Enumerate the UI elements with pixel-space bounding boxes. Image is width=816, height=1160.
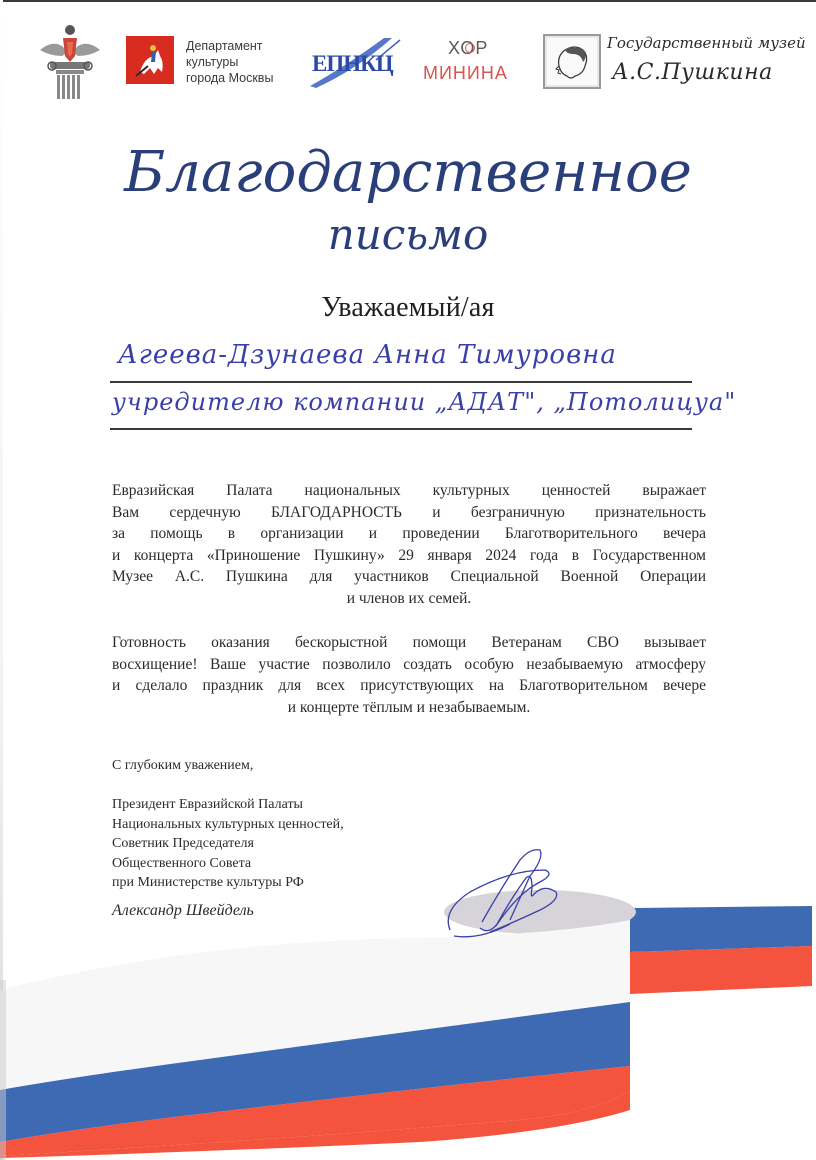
eagle-column-emblem-icon	[38, 22, 102, 100]
pushkin-museum-title: Государственный музей	[607, 34, 806, 52]
recipient-underline-2	[110, 428, 692, 430]
body-paragraph-2: Готовность оказания бескорыстной помощи Ветеранам СВО вызывает восхищение! Ваше участие позволило создать особую незабываемую атмосферу и сделало праздник для всех присутствующих на Благотворительном вечере и концерте тёплым и незабываемым.	[112, 634, 706, 716]
letter-subtitle: письмо	[327, 210, 489, 259]
recipient-name-handwritten: Агеева-Дзунаева Анна Тимуровна	[118, 340, 617, 370]
russian-flag-ribbon-icon	[0, 880, 816, 1160]
closing-phrase: С глубоким уважением,	[112, 758, 254, 773]
body-paragraph-1: Евразийская Палата национальных культурных ценностей выражает Вам сердечную БЛАГОДАРНОСТЬ и безграничную признательность за помощь в организации и проведении Благотворительного вечера и концерта «Приношение Пушкину» 29 января 2024 года в Государственном Музее А.С. Пушкина для участников Специальной Военной Операции и членов их семей.	[112, 482, 706, 607]
recipient-underline-1	[110, 381, 692, 383]
minina-logo-text: МИНИНА	[423, 63, 508, 83]
logo-header	[0, 0, 816, 120]
signatory-title: Президент Евразийской Палаты Национальных культурных ценностей, Советник Председателя Общественного Совета при Министерстве культуры РФ	[112, 797, 344, 890]
hor-circle-icon	[465, 43, 475, 53]
letter-title: Благодарственное	[124, 140, 692, 205]
pushkin-museum-name: А.С.Пушкина	[612, 60, 773, 85]
moscow-department-label: Департамент культуры города Москвы	[186, 39, 274, 85]
pushkin-portrait-icon	[543, 34, 601, 89]
handwritten-signature-icon	[440, 840, 600, 950]
hor-logo-text: ХОР	[448, 38, 489, 58]
moscow-coat-of-arms-icon	[126, 36, 174, 84]
greeting: Уважаемый/ая	[321, 292, 495, 323]
signatory-name: Александр Швейдель	[112, 902, 254, 919]
recipient-company-handwritten: учредителю компании „АДАТ", „Потолицуа"	[112, 388, 737, 416]
epnkc-logo-text: ЕПНКЦ	[312, 51, 393, 76]
